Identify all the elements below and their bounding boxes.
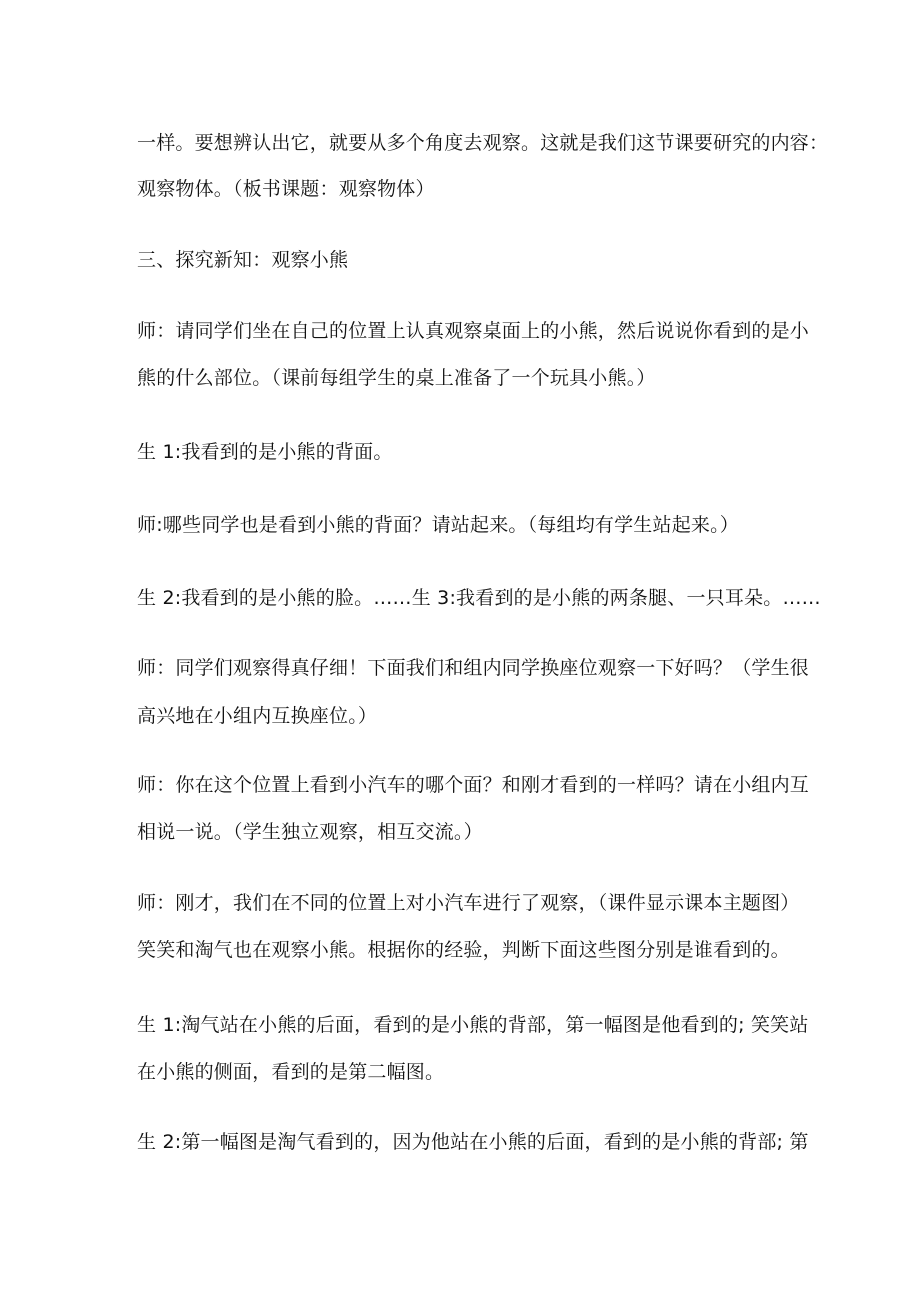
text-line: 观察物体。（板书课题：观察物体） [137,178,435,200]
text-line: 生 2:第一幅图是淘气看到的，因为他站在小熊的后面，看到的是小熊的背部; 第 [137,1131,809,1153]
text-line: 在小熊的侧面，看到的是第二幅图。 [137,1061,445,1083]
text-line: 生 1:我看到的是小熊的背面。 [137,441,393,463]
text-line: 师:哪些同学也是看到小熊的背面？请站起来。（每组均有学生站起来。） [137,514,740,536]
section-heading: 三、探究新知：观察小熊 [137,249,349,271]
text-line: 熊的什么部位。（课前每组学生的桌上准备了一个玩具小熊。） [137,367,656,389]
text-line: 相说一说。（学生独立观察，相互交流。） [137,821,483,843]
text-line: 高兴地在小组内互换座位。） [137,705,378,727]
text-line: 一样。要想辨认出它，就要从多个角度去观察。这就是我们这节课要研究的内容： [137,132,829,154]
text-line: 生 1:淘气站在小熊的后面，看到的是小熊的背部，第一幅图是他看到的; 笑笑站 [137,1014,809,1036]
text-line: 师：同学们观察得真仔细！下面我们和组内同学换座位观察一下好吗？（学生很 [137,657,810,679]
text-line: 师：刚才，我们在不同的位置上对小汽车进行了观察，（课件显示课本主题图） [137,892,800,914]
text-line: 笑笑和淘气也在观察小熊。根据你的经验，判断下面这些图分别是谁看到的。 [137,939,790,961]
text-line: 生 2:我看到的是小熊的脸。……生 3:我看到的是小熊的两条腿、一只耳朵。…… [137,587,821,609]
text-line: 师：请同学们坐在自己的位置上认真观察桌面上的小熊，然后说说你看到的是小 [137,320,810,342]
text-line: 师：你在这个位置上看到小汽车的哪个面？和刚才看到的一样吗？请在小组内互 [137,774,810,796]
